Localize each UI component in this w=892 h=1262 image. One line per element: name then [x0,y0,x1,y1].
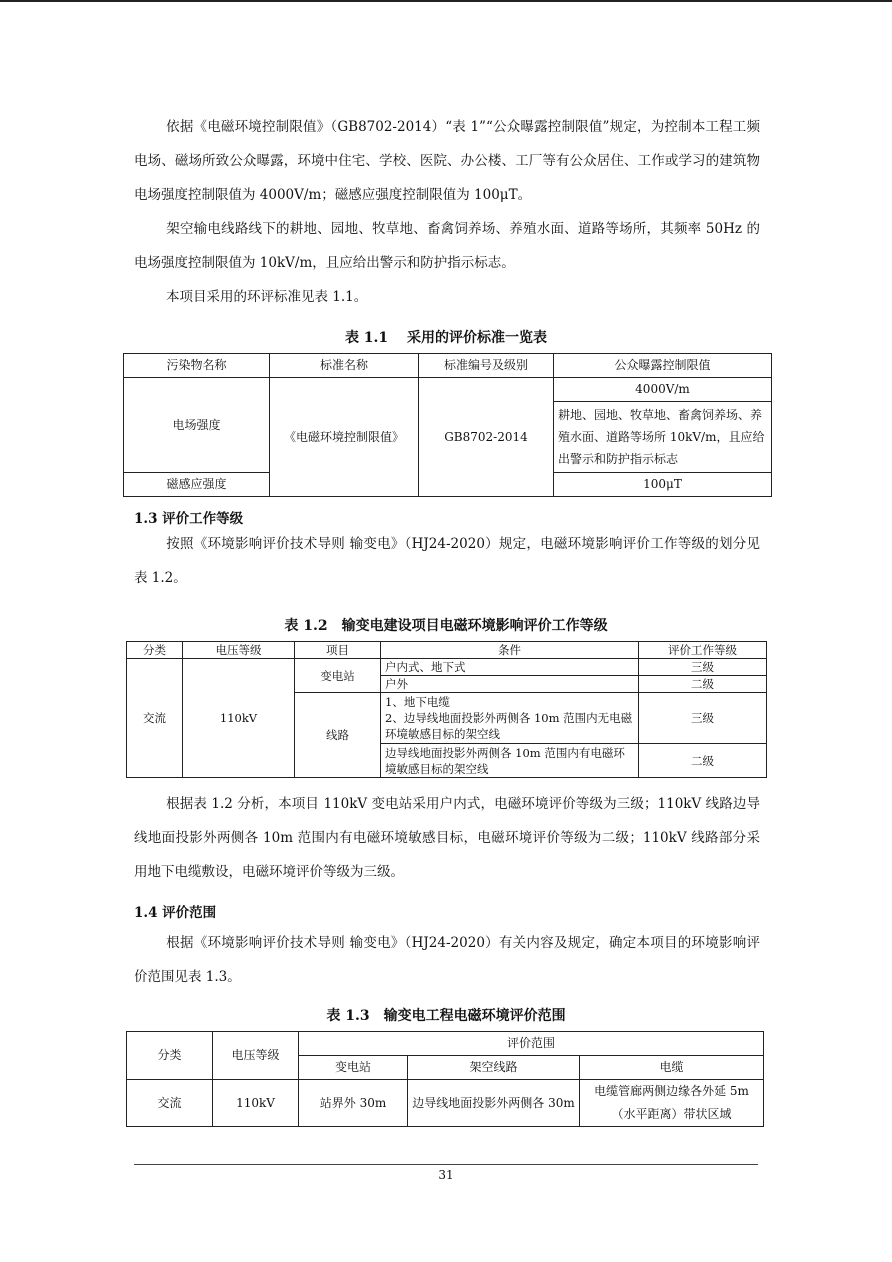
table2-cell-condition-sensitive: 边导线地面投影外两侧各 10m 范围内有电磁环境敏感目标的架空线 [381,744,639,778]
table3-cell-cable-range: 电缆管廊两侧边缘各外延 5m（水平距离）带状区域 [580,1080,764,1127]
table1-cell-electric-field: 电场强度 [124,378,270,473]
table3-header-range: 评价范围 [299,1032,764,1056]
table3-caption: 表 1.3 输变电工程电磁环境评价范围 [326,1008,566,1024]
table2-cell-condition-no-sensitive: 1、地下电缆 2、边导线地面投影外两侧各 10m 范围内无电磁环境敏感目标的架空线 [381,693,639,744]
table2-cell-condition-outdoor: 户外 [381,676,639,693]
table3-cell-substation-range: 站界外 30m [299,1080,408,1127]
section-heading-1-4: 1.4 评价范围 [134,905,217,921]
table1-cell-limit-10kv: 耕地、园地、牧草地、畜禽饲养场、养殖水面、道路等场所 10kV/m，且应给出警示和防护指示标志 [554,402,772,473]
table3-header-category: 分类 [127,1032,213,1080]
table2-cell-voltage: 110kV [183,659,295,778]
table3-header-cable: 电缆 [580,1056,764,1080]
table2-caption: 表 1.2 输变电建设项目电磁环境影响评价工作等级 [284,618,608,634]
section-heading-1-3: 1.3 评价工作等级 [134,511,244,527]
table3-cell-voltage: 110kV [213,1080,299,1127]
table1-cell-limit-4000: 4000V/m [554,378,772,402]
table2-cell-grade-two-line: 二级 [639,744,767,778]
table1-cell-magnetic-induction: 磁感应强度 [124,473,270,497]
table2-header-grade: 评价工作等级 [639,642,767,659]
table2-cell-grade-three: 三级 [639,659,767,676]
table-evaluation-standards [123,353,772,497]
table2-header-condition: 条件 [381,642,639,659]
table2-cell-condition-indoor: 户内式、地下式 [381,659,639,676]
paragraph-overhead-line-limits: 架空输电线路线下的耕地、园地、牧草地、畜禽饲养场、养殖水面、道路等场所，其频率 50Hz 的电场强度控制限值为 10kV/m，且应给出警示和防护指示标志。 [134,221,760,271]
table-evaluation-grade [126,641,767,778]
table1-cell-limit-100ut: 100μT [554,473,772,497]
table3-header-voltage: 电压等级 [213,1032,299,1080]
table1-cell-standard-name: 《电磁环境控制限值》 [270,378,419,497]
table2-cell-grade-three-line: 三级 [639,693,767,744]
footer-rule [134,1164,758,1165]
table1-caption: 表 1.1 采用的评价标准一览表 [344,330,548,346]
table1-header-standard-name: 标准名称 [270,354,419,378]
table-evaluation-range [126,1031,764,1127]
paragraph-grade-criteria: 按照《环境影响评价技术导则 输变电》（HJ24-2020）规定，电磁环境影响评价工作等级的划分见表 1.2。 [134,536,760,586]
page-top-border [0,0,892,2]
table1-header-pollutant: 污染物名称 [124,354,270,378]
table3-cell-overhead-range: 边导线地面投影外两侧各 30m [408,1080,580,1127]
paragraph-table-reference: 本项目采用的环评标准见表 1.1。 [166,289,368,305]
table2-cell-grade-two: 二级 [639,676,767,693]
table2-cell-line: 线路 [295,693,381,778]
table2-cell-substation: 变电站 [295,659,381,693]
paragraph-grade-analysis: 根据表 1.2 分析，本项目 110kV 变电站采用户内式，电磁环境评价等级为三级；110kV 线路边导线地面投影外两侧各 10m 范围内有电磁环境敏感目标，电磁环境评价等级为二级；110kV 线路部分采用地下电缆敷设，电磁环境评价等级为三级。 [134,796,760,880]
paragraph-standards-basis: 依据《电磁环境控制限值》（GB8702-2014）“表 1”“公众曝露控制限值”规定，为控制本工程工频电场、磁场所致公众曝露，环境中住宅、学校、医院、办公楼、工厂等有公众居住、工作或学习的建筑物电场强度控制限值为 4000V/m；磁感应强度控制限值为 100μT。 [134,119,760,203]
table3-cell-category: 交流 [127,1080,213,1127]
table2-header-item: 项目 [295,642,381,659]
table3-header-substation: 变电站 [299,1056,408,1080]
page-number: 31 [438,1168,454,1182]
table1-header-limit: 公众曝露控制限值 [554,354,772,378]
table2-header-voltage: 电压等级 [183,642,295,659]
table1-cell-standard-code: GB8702-2014 [419,378,554,497]
paragraph-range-basis: 根据《环境影响评价技术导则 输变电》（HJ24-2020）有关内容及规定，确定本项目的环境影响评价范围见表 1.3。 [134,935,760,985]
table1-header-standard-code: 标准编号及级别 [419,354,554,378]
table2-header-category: 分类 [127,642,183,659]
table2-cell-category: 交流 [127,659,183,778]
table3-header-overhead: 架空线路 [408,1056,580,1080]
